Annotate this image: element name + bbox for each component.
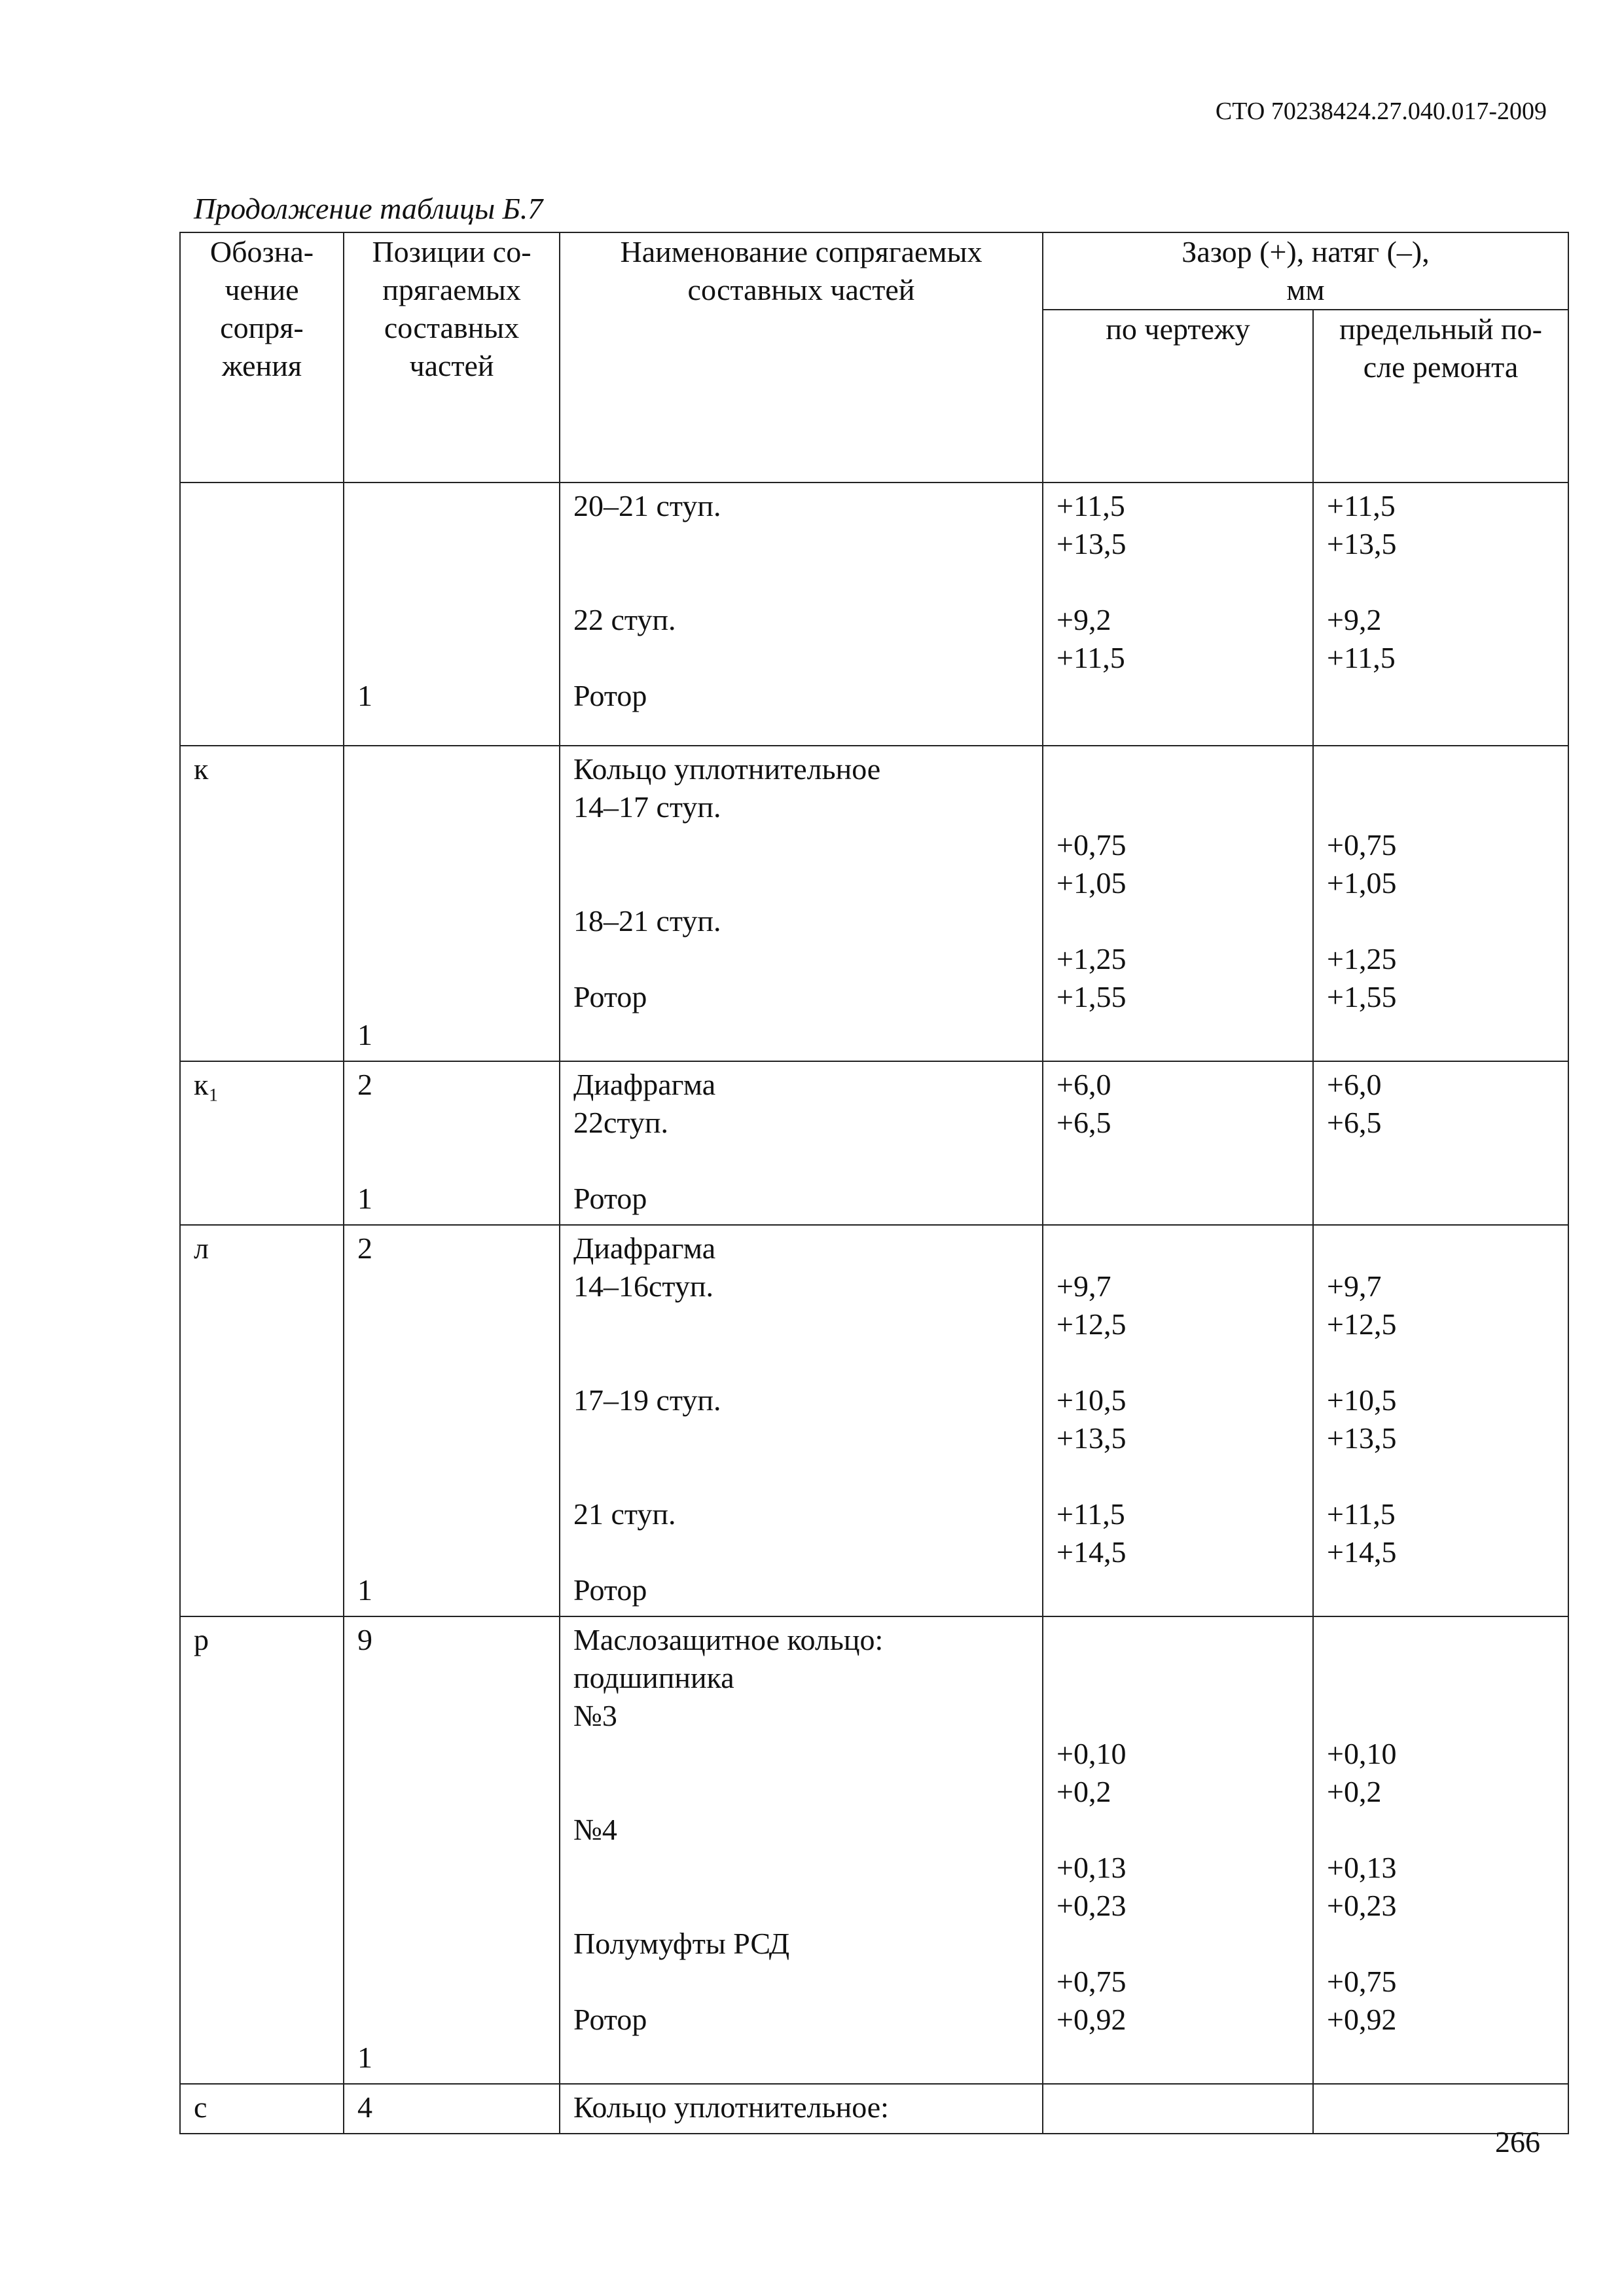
cell-line	[1056, 1180, 1312, 1218]
cell-line	[573, 1457, 1042, 1495]
cell-line	[1327, 1142, 1568, 1180]
cell-line	[1056, 750, 1312, 788]
cell-line	[357, 1343, 559, 1381]
cell-line	[1327, 1925, 1568, 1963]
cell-line: +14,5	[1327, 1535, 1397, 1569]
designation-cell	[180, 746, 344, 1061]
cell-line	[1056, 1343, 1312, 1381]
cell-line: +13,5	[1056, 527, 1127, 560]
gap-limit-cell	[1313, 1616, 1568, 2084]
cell-line: +9,2	[1056, 603, 1111, 636]
header-by-drawing: по чертежу	[1043, 310, 1313, 483]
designation-text: л	[194, 1231, 209, 1265]
designation-cell	[180, 483, 344, 746]
header-part-name: Наименование сопрягаемых составных частей	[560, 232, 1043, 483]
cell-line	[573, 864, 1042, 902]
cell-line	[1056, 563, 1312, 601]
cell-line: Кольцо уплотнительное:	[573, 2090, 889, 2124]
gap-limit-cell	[1313, 483, 1568, 746]
cell-line	[573, 940, 1042, 978]
cell-line	[573, 1343, 1042, 1381]
cell-line	[357, 1533, 559, 1571]
cell-line: +9,7	[1327, 1269, 1382, 1303]
cell-line: 14–17 ступ.	[573, 790, 721, 824]
cell-line	[573, 1142, 1042, 1180]
cell-line: №3	[573, 1699, 617, 1732]
cell-line	[357, 1142, 559, 1180]
cell-line: +14,5	[1056, 1535, 1127, 1569]
positions-cell	[344, 2084, 560, 2134]
cell-line: Кольцо уплотнительное	[573, 752, 881, 786]
cell-line: 2	[357, 1231, 372, 1265]
cell-line: +0,10	[1327, 1737, 1397, 1770]
cell-line	[1056, 1571, 1312, 1609]
cell-line	[357, 1735, 559, 1773]
table-row	[180, 1616, 1568, 2084]
positions-cell	[344, 1225, 560, 1616]
designation-cell	[180, 1616, 344, 2084]
cell-line: +0,23	[1056, 1889, 1127, 1922]
cell-line	[357, 902, 559, 940]
cell-line	[573, 1016, 1042, 1054]
cell-line	[1327, 902, 1568, 940]
cell-line	[357, 1963, 559, 2001]
cell-line	[357, 978, 559, 1016]
cell-line	[357, 601, 559, 639]
table-row	[180, 2084, 1568, 2134]
cell-line: 20–21 ступ.	[573, 489, 721, 522]
positions-cell	[344, 483, 560, 746]
cell-line: +13,5	[1327, 1421, 1397, 1455]
cell-line: +1,55	[1327, 980, 1397, 1013]
cell-line: 2	[357, 1068, 372, 1101]
cell-line: +10,5	[1056, 1383, 1127, 1417]
table-caption: Продолжение таблицы Б.7	[194, 192, 543, 225]
cell-line: +0,92	[1327, 2003, 1397, 2036]
cell-line: +9,2	[1327, 603, 1382, 636]
cell-line	[1327, 1180, 1568, 1218]
gap-by-drawing-cell	[1043, 2084, 1313, 2134]
cell-line: +11,5	[1056, 641, 1125, 674]
cell-line	[357, 1267, 559, 1305]
cell-line	[573, 2039, 1042, 2077]
document-code: СТО 70238424.27.040.017-2009	[1215, 98, 1547, 125]
cell-line	[357, 1887, 559, 1925]
cell-line: +11,5	[1056, 1497, 1125, 1531]
cell-line	[1327, 2039, 1568, 2077]
part-name-cell	[560, 1616, 1043, 2084]
cell-line: +0,2	[1327, 1775, 1382, 1808]
cell-line	[1056, 1811, 1312, 1849]
cell-line	[1056, 1697, 1312, 1735]
cell-line: Ротор	[573, 1182, 647, 1215]
cell-line	[1056, 788, 1312, 826]
page-number: 266	[1495, 2125, 1540, 2159]
cell-line: +11,5	[1327, 489, 1396, 522]
designation-text: с	[194, 2090, 208, 2124]
cell-line: Ротор	[573, 679, 647, 712]
cell-line	[1327, 750, 1568, 788]
gap-by-drawing-cell	[1043, 746, 1313, 1061]
cell-line	[357, 864, 559, 902]
cell-line	[1056, 1142, 1312, 1180]
cell-line	[357, 1659, 559, 1697]
cell-line: +0,75	[1056, 828, 1127, 862]
cell-line	[1327, 1621, 1568, 1659]
cell-line: 1	[357, 2041, 372, 2074]
cell-line: +12,5	[1056, 1307, 1127, 1341]
cell-line	[1327, 677, 1568, 715]
cell-line	[573, 563, 1042, 601]
cell-line	[1327, 1230, 1568, 1267]
designation-text: к	[194, 752, 209, 786]
cell-line	[357, 1419, 559, 1457]
cell-line	[1327, 1016, 1568, 1054]
cell-line: +11,5	[1327, 641, 1396, 674]
cell-line: +13,5	[1056, 1421, 1127, 1455]
header-limit-after-repair: предельный по- сле ремонта	[1313, 310, 1568, 483]
gap-by-drawing-cell	[1043, 483, 1313, 746]
part-name-cell	[560, 1225, 1043, 1616]
cell-line: +1,25	[1056, 942, 1127, 975]
cell-line	[1327, 563, 1568, 601]
cell-line: +12,5	[1327, 1307, 1397, 1341]
cell-line: Ротор	[573, 980, 647, 1013]
cell-line: +0,23	[1327, 1889, 1397, 1922]
cell-line: +1,25	[1327, 942, 1397, 975]
cell-line	[1056, 2039, 1312, 2077]
cell-line	[357, 487, 559, 525]
cell-line: +0,13	[1056, 1851, 1127, 1884]
cell-line	[357, 1305, 559, 1343]
cell-line: 4	[357, 2090, 372, 2124]
cell-line	[1056, 1659, 1312, 1697]
table-row	[180, 1061, 1568, 1225]
cell-line	[573, 639, 1042, 677]
gap-limit-cell	[1313, 1225, 1568, 1616]
cell-line	[357, 1773, 559, 1811]
positions-cell	[344, 746, 560, 1061]
header-row-top	[180, 232, 1568, 310]
cell-line: 1	[357, 679, 372, 712]
cell-line: 14–16ступ.	[573, 1269, 714, 1303]
cell-line: 22 ступ.	[573, 603, 676, 636]
cell-line	[1327, 1697, 1568, 1735]
gap-limit-cell	[1313, 1061, 1568, 1225]
cell-line: +0,2	[1056, 1775, 1111, 1808]
part-name-cell	[560, 483, 1043, 746]
cell-line: Маслозащитное кольцо:	[573, 1623, 884, 1656]
cell-line	[357, 1104, 559, 1142]
cell-line: Диафрагма	[573, 1231, 716, 1265]
cell-line: 1	[357, 1182, 372, 1215]
cell-line	[573, 1963, 1042, 2001]
cell-line	[1327, 1659, 1568, 1697]
cell-line	[1056, 1016, 1312, 1054]
cell-line: +0,75	[1327, 1965, 1397, 1998]
cell-line	[1327, 788, 1568, 826]
gap-by-drawing-cell	[1043, 1061, 1313, 1225]
cell-line	[1327, 2088, 1568, 2126]
cell-line	[357, 788, 559, 826]
cell-line	[357, 639, 559, 677]
cell-line: 1	[357, 1018, 372, 1051]
cell-line: +6,0	[1327, 1068, 1382, 1101]
cell-line: 18–21 ступ.	[573, 904, 721, 938]
designation-text: р	[194, 1623, 209, 1656]
cell-line	[573, 826, 1042, 864]
cell-line: 1	[357, 1573, 372, 1607]
cell-line	[1056, 902, 1312, 940]
cell-line: +10,5	[1327, 1383, 1397, 1417]
cell-line: +0,75	[1327, 828, 1397, 862]
gap-by-drawing-cell	[1043, 1225, 1313, 1616]
cell-line: +9,7	[1056, 1269, 1111, 1303]
cell-line	[1327, 1571, 1568, 1609]
cell-line: +11,5	[1327, 1497, 1396, 1531]
spec-table	[179, 232, 1569, 2134]
cell-line	[573, 1305, 1042, 1343]
cell-line	[357, 1811, 559, 1849]
table-row	[180, 1225, 1568, 1616]
cell-line	[1327, 1811, 1568, 1849]
cell-line	[573, 1419, 1042, 1457]
cell-line: +6,5	[1056, 1106, 1111, 1139]
cell-line	[1327, 1457, 1568, 1495]
cell-line: 9	[357, 1623, 372, 1656]
header-designation: Обозна- чение сопря- жения	[180, 232, 344, 483]
designation-text	[194, 487, 343, 525]
table-row	[180, 483, 1568, 746]
part-name-cell	[560, 1061, 1043, 1225]
cell-line	[357, 2001, 559, 2039]
cell-line: +0,92	[1056, 2003, 1127, 2036]
cell-line: +11,5	[1056, 489, 1125, 522]
cell-line: Диафрагма	[573, 1068, 716, 1101]
cell-line	[357, 940, 559, 978]
designation-text: к₁	[194, 1068, 219, 1101]
part-name-cell	[560, 2084, 1043, 2134]
cell-line: +1,55	[1056, 980, 1127, 1013]
designation-cell	[180, 2084, 344, 2134]
cell-line	[357, 1381, 559, 1419]
cell-line: 22ступ.	[573, 1106, 669, 1139]
cell-line: №4	[573, 1813, 617, 1846]
header-positions: Позиции со- прягаемых составных частей	[344, 232, 560, 483]
cell-line	[573, 1533, 1042, 1571]
cell-line: +6,0	[1056, 1068, 1111, 1101]
designation-cell	[180, 1225, 344, 1616]
cell-line	[1056, 677, 1312, 715]
cell-line	[357, 1697, 559, 1735]
cell-line: Ротор	[573, 1573, 647, 1607]
table-row	[180, 746, 1568, 1061]
table-body	[180, 483, 1568, 2134]
cell-line	[357, 1849, 559, 1887]
positions-cell	[344, 1616, 560, 2084]
cell-line	[1056, 1621, 1312, 1659]
cell-line: +0,13	[1327, 1851, 1397, 1884]
cell-line	[357, 1495, 559, 1533]
cell-line	[573, 1735, 1042, 1773]
cell-line	[1056, 1925, 1312, 1963]
cell-line	[357, 750, 559, 788]
cell-line: Полумуфты РСД	[573, 1927, 790, 1960]
cell-line	[357, 826, 559, 864]
cell-line: Ротор	[573, 2003, 647, 2036]
cell-line	[1056, 2088, 1312, 2126]
cell-line: +0,75	[1056, 1965, 1127, 1998]
cell-line: +0,10	[1056, 1737, 1127, 1770]
designation-cell	[180, 1061, 344, 1225]
cell-line: +13,5	[1327, 527, 1397, 560]
cell-line	[573, 1887, 1042, 1925]
cell-line	[357, 1925, 559, 1963]
cell-line	[573, 525, 1042, 563]
positions-cell	[344, 1061, 560, 1225]
cell-line: +1,05	[1056, 866, 1127, 900]
cell-line	[357, 525, 559, 563]
cell-line	[357, 1457, 559, 1495]
gap-limit-cell	[1313, 746, 1568, 1061]
gap-by-drawing-cell	[1043, 1616, 1313, 2084]
part-name-cell	[560, 746, 1043, 1061]
cell-line	[573, 1849, 1042, 1887]
cell-line: подшипника	[573, 1661, 734, 1694]
header-gap: Зазор (+), натяг (–), мм	[1043, 232, 1568, 310]
cell-line	[357, 563, 559, 601]
cell-line	[1327, 1343, 1568, 1381]
cell-line: +6,5	[1327, 1106, 1382, 1139]
cell-line	[573, 1773, 1042, 1811]
cell-line	[1056, 1457, 1312, 1495]
cell-line: +1,05	[1327, 866, 1397, 900]
cell-line: 17–19 ступ.	[573, 1383, 721, 1417]
cell-line	[1056, 1230, 1312, 1267]
cell-line: 21 ступ.	[573, 1497, 676, 1531]
